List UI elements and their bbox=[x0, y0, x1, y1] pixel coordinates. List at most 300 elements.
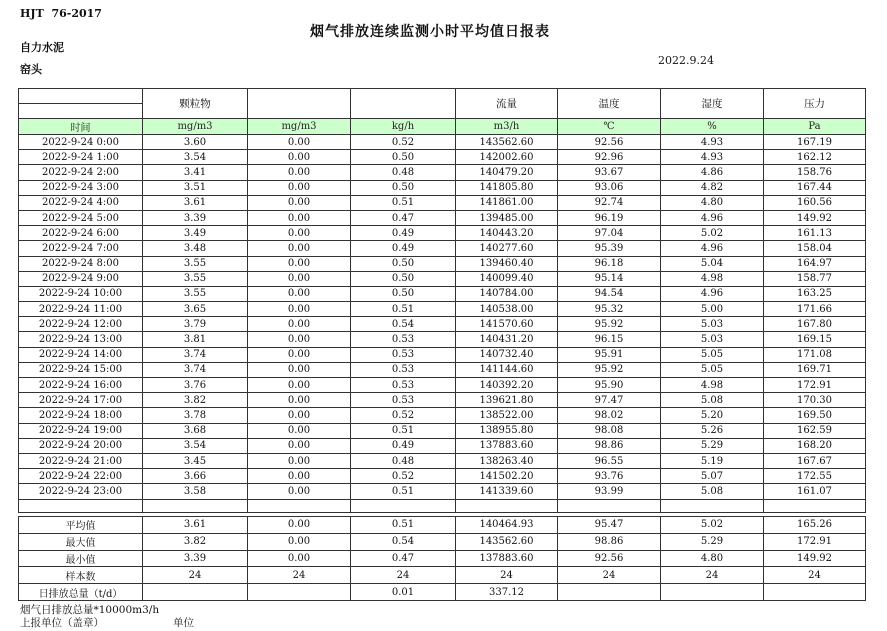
report-unit-label: 上报单位（盖章） bbox=[20, 617, 104, 629]
value-cell: 0.00 bbox=[248, 550, 351, 567]
value-cell: 0.53 bbox=[351, 378, 456, 393]
table-row bbox=[19, 469, 866, 484]
value-cell: 92.74 bbox=[558, 195, 661, 210]
value-cell: 143562.60 bbox=[456, 135, 558, 150]
value-cell: 24 bbox=[143, 567, 248, 584]
header-flow: 流量 bbox=[456, 89, 558, 119]
header-blank-cell bbox=[19, 89, 143, 104]
value-cell: 4.82 bbox=[661, 180, 764, 195]
value-cell: 164.97 bbox=[764, 256, 866, 271]
value-cell: 4.86 bbox=[661, 165, 764, 180]
value-cell: 149.92 bbox=[764, 210, 866, 225]
header-blank-cell bbox=[19, 104, 143, 119]
header-blank-cell bbox=[248, 89, 351, 119]
value-cell: 24 bbox=[558, 567, 661, 584]
value-cell: 162.12 bbox=[764, 150, 866, 165]
header-group-row bbox=[19, 89, 866, 104]
value-cell: 0.51 bbox=[351, 423, 456, 438]
value-cell: 0.54 bbox=[351, 317, 456, 332]
value-cell: 139485.00 bbox=[456, 210, 558, 225]
value-cell: 3.74 bbox=[143, 362, 248, 377]
value-cell: 3.61 bbox=[143, 517, 248, 534]
value-cell: 0.00 bbox=[248, 517, 351, 534]
value-cell: 3.82 bbox=[143, 393, 248, 408]
row-label-cell: 2022-9-24 7:00 bbox=[19, 241, 143, 256]
value-cell: 149.92 bbox=[764, 550, 866, 567]
value-cell: 3.58 bbox=[143, 484, 248, 499]
table-row bbox=[19, 378, 866, 393]
value-cell: 96.18 bbox=[558, 256, 661, 271]
value-cell: 3.49 bbox=[143, 226, 248, 241]
value-cell: 169.50 bbox=[764, 408, 866, 423]
value-cell: 3.61 bbox=[143, 195, 248, 210]
value-cell: 0.52 bbox=[351, 408, 456, 423]
value-cell: 5.29 bbox=[661, 438, 764, 453]
table-row bbox=[19, 393, 866, 408]
row-label-cell: 2022-9-24 21:00 bbox=[19, 453, 143, 468]
value-cell: 92.96 bbox=[558, 150, 661, 165]
value-cell: 3.68 bbox=[143, 423, 248, 438]
row-label-cell: 2022-9-24 6:00 bbox=[19, 226, 143, 241]
value-cell: 141570.60 bbox=[456, 317, 558, 332]
value-cell: 4.96 bbox=[661, 210, 764, 225]
value-cell: 0.00 bbox=[248, 256, 351, 271]
value-cell: 169.15 bbox=[764, 332, 866, 347]
value-cell: 0.00 bbox=[248, 332, 351, 347]
value-cell: 5.04 bbox=[661, 256, 764, 271]
value-cell: 3.82 bbox=[143, 533, 248, 550]
table-row bbox=[19, 423, 866, 438]
value-cell: 0.54 bbox=[351, 533, 456, 550]
value-cell: 140277.60 bbox=[456, 241, 558, 256]
value-cell: 98.08 bbox=[558, 423, 661, 438]
value-cell: 142002.60 bbox=[456, 150, 558, 165]
empty-cell bbox=[351, 499, 456, 512]
value-cell: 0.00 bbox=[248, 362, 351, 377]
value-cell: 0.00 bbox=[248, 135, 351, 150]
value-cell: 5.08 bbox=[661, 393, 764, 408]
value-cell: 138522.00 bbox=[456, 408, 558, 423]
value-cell: 95.39 bbox=[558, 241, 661, 256]
value-cell: 5.03 bbox=[661, 317, 764, 332]
value-cell: 3.60 bbox=[143, 135, 248, 150]
summary-rows bbox=[19, 517, 866, 601]
value-cell: 3.51 bbox=[143, 180, 248, 195]
company-name: 自力水泥 bbox=[20, 41, 64, 54]
value-cell: 167.19 bbox=[764, 135, 866, 150]
value-cell: 0.00 bbox=[248, 286, 351, 301]
value-cell: 0.50 bbox=[351, 271, 456, 286]
value-cell: 0.50 bbox=[351, 256, 456, 271]
value-cell: 95.14 bbox=[558, 271, 661, 286]
value-cell: 5.29 bbox=[661, 533, 764, 550]
summary-table bbox=[18, 516, 866, 601]
value-cell: 97.04 bbox=[558, 226, 661, 241]
value-cell: 0.49 bbox=[351, 438, 456, 453]
value-cell: 0.00 bbox=[248, 226, 351, 241]
value-cell: 3.78 bbox=[143, 408, 248, 423]
value-cell: 24 bbox=[661, 567, 764, 584]
value-cell: 4.80 bbox=[661, 550, 764, 567]
value-cell: 3.41 bbox=[143, 165, 248, 180]
empty-cell bbox=[143, 499, 248, 512]
value-cell: 5.26 bbox=[661, 423, 764, 438]
value-cell: 0.00 bbox=[248, 317, 351, 332]
value-cell: 3.55 bbox=[143, 271, 248, 286]
value-cell: 98.86 bbox=[558, 438, 661, 453]
value-cell: 140431.20 bbox=[456, 332, 558, 347]
value-cell: 3.79 bbox=[143, 317, 248, 332]
value-cell: 3.81 bbox=[143, 332, 248, 347]
value-cell: 161.13 bbox=[764, 226, 866, 241]
value-cell: 93.76 bbox=[558, 469, 661, 484]
unit-label: 单位 bbox=[173, 617, 194, 629]
table-row bbox=[19, 195, 866, 210]
value-cell: 0.48 bbox=[351, 453, 456, 468]
unit-mgm3: mg/m3 bbox=[143, 119, 248, 135]
value-cell: 139460.40 bbox=[456, 256, 558, 271]
value-cell: 0.49 bbox=[351, 241, 456, 256]
value-cell: 0.00 bbox=[248, 423, 351, 438]
value-cell: 95.90 bbox=[558, 378, 661, 393]
value-cell: 4.96 bbox=[661, 286, 764, 301]
value-cell: 169.71 bbox=[764, 362, 866, 377]
value-cell: 140479.20 bbox=[456, 165, 558, 180]
value-cell: 0.47 bbox=[351, 210, 456, 225]
row-label-cell: 2022-9-24 4:00 bbox=[19, 195, 143, 210]
table-row bbox=[19, 271, 866, 286]
value-cell: 0.50 bbox=[351, 150, 456, 165]
value-cell: 3.48 bbox=[143, 241, 248, 256]
row-label-cell: 2022-9-24 17:00 bbox=[19, 393, 143, 408]
value-cell: 161.07 bbox=[764, 484, 866, 499]
unit-celsius: ℃ bbox=[558, 119, 661, 135]
header-humidity: 湿度 bbox=[661, 89, 764, 119]
table-row bbox=[19, 165, 866, 180]
value-cell: 24 bbox=[456, 567, 558, 584]
row-label-cell: 2022-9-24 9:00 bbox=[19, 271, 143, 286]
row-label-cell: 2022-9-24 2:00 bbox=[19, 165, 143, 180]
value-cell: 0.50 bbox=[351, 180, 456, 195]
row-label-cell: 2022-9-24 19:00 bbox=[19, 423, 143, 438]
value-cell: 0.52 bbox=[351, 469, 456, 484]
value-cell: 93.99 bbox=[558, 484, 661, 499]
value-cell: 5.02 bbox=[661, 226, 764, 241]
summary-row bbox=[19, 517, 866, 534]
value-cell: 0.00 bbox=[248, 210, 351, 225]
value-cell: 3.55 bbox=[143, 286, 248, 301]
empty-cell bbox=[764, 499, 866, 512]
value-cell: 3.39 bbox=[143, 210, 248, 225]
unit-mgm3: mg/m3 bbox=[248, 119, 351, 135]
value-cell: 0.00 bbox=[248, 393, 351, 408]
table-row bbox=[19, 135, 866, 150]
value-cell: 0.00 bbox=[248, 469, 351, 484]
header-particulate: 颗粒物 bbox=[143, 89, 248, 119]
value-cell: 93.67 bbox=[558, 165, 661, 180]
value-cell: 4.98 bbox=[661, 271, 764, 286]
value-cell: 168.20 bbox=[764, 438, 866, 453]
footer-note: 烟气日排放总量*10000m3/h bbox=[20, 604, 160, 616]
table-row bbox=[19, 453, 866, 468]
value-cell: 3.45 bbox=[143, 453, 248, 468]
table-row bbox=[19, 408, 866, 423]
value-cell: 172.91 bbox=[764, 378, 866, 393]
value-cell: 4.80 bbox=[661, 195, 764, 210]
value-cell: 137883.60 bbox=[456, 550, 558, 567]
value-cell: 3.65 bbox=[143, 302, 248, 317]
value-cell: 3.54 bbox=[143, 438, 248, 453]
unit-row bbox=[19, 119, 866, 135]
value-cell: 24 bbox=[764, 567, 866, 584]
value-cell: 141502.20 bbox=[456, 469, 558, 484]
value-cell: 92.56 bbox=[558, 135, 661, 150]
value-cell: 3.54 bbox=[143, 150, 248, 165]
value-cell: 141144.60 bbox=[456, 362, 558, 377]
value-cell: 94.54 bbox=[558, 286, 661, 301]
table-row bbox=[19, 317, 866, 332]
table-row bbox=[19, 286, 866, 301]
value-cell: 137883.60 bbox=[456, 438, 558, 453]
value-cell: 140732.40 bbox=[456, 347, 558, 362]
table-row bbox=[19, 332, 866, 347]
value-cell: 0.00 bbox=[248, 378, 351, 393]
value-cell: 24 bbox=[248, 567, 351, 584]
value-cell: 0.51 bbox=[351, 517, 456, 534]
empty-cell bbox=[661, 499, 764, 512]
value-cell: 0.47 bbox=[351, 550, 456, 567]
row-label-cell: 最大值 bbox=[19, 533, 143, 550]
value-cell: 141861.00 bbox=[456, 195, 558, 210]
value-cell: 0.53 bbox=[351, 393, 456, 408]
row-label-cell: 2022-9-24 0:00 bbox=[19, 135, 143, 150]
empty-cell bbox=[456, 499, 558, 512]
row-label-cell: 2022-9-24 3:00 bbox=[19, 180, 143, 195]
row-label-cell: 2022-9-24 23:00 bbox=[19, 484, 143, 499]
value-cell: 170.30 bbox=[764, 393, 866, 408]
value-cell: 0.00 bbox=[248, 271, 351, 286]
value-cell: 5.05 bbox=[661, 347, 764, 362]
value-cell: 138955.80 bbox=[456, 423, 558, 438]
value-cell: 5.08 bbox=[661, 484, 764, 499]
value-cell: 140538.00 bbox=[456, 302, 558, 317]
table-row bbox=[19, 150, 866, 165]
value-cell: 0.53 bbox=[351, 362, 456, 377]
value-cell: 4.96 bbox=[661, 241, 764, 256]
value-cell: 3.55 bbox=[143, 256, 248, 271]
table-row bbox=[19, 256, 866, 271]
value-cell: 143562.60 bbox=[456, 533, 558, 550]
doc-code: HJT 76-2017 bbox=[20, 7, 102, 20]
empty-cell bbox=[558, 499, 661, 512]
value-cell: 141805.80 bbox=[456, 180, 558, 195]
value-cell: 140443.20 bbox=[456, 226, 558, 241]
row-label-cell: 2022-9-24 16:00 bbox=[19, 378, 143, 393]
value-cell: 140464.93 bbox=[456, 517, 558, 534]
value-cell: 96.55 bbox=[558, 453, 661, 468]
summary-row bbox=[19, 584, 866, 601]
table-row bbox=[19, 241, 866, 256]
page-title: 烟气排放连续监测小时平均值日报表 bbox=[310, 24, 550, 40]
time-header: 时间 bbox=[19, 119, 143, 135]
value-cell: 172.55 bbox=[764, 469, 866, 484]
header-temperature: 温度 bbox=[558, 89, 661, 119]
row-label-cell: 最小值 bbox=[19, 550, 143, 567]
value-cell bbox=[248, 584, 351, 601]
row-label-cell: 2022-9-24 18:00 bbox=[19, 408, 143, 423]
value-cell: 0.00 bbox=[248, 241, 351, 256]
unit-pa: Pa bbox=[764, 119, 866, 135]
value-cell bbox=[143, 584, 248, 601]
value-cell: 0.51 bbox=[351, 195, 456, 210]
value-cell: 162.59 bbox=[764, 423, 866, 438]
value-cell: 0.49 bbox=[351, 226, 456, 241]
value-cell: 0.00 bbox=[248, 180, 351, 195]
table-row bbox=[19, 347, 866, 362]
row-label-cell: 2022-9-24 22:00 bbox=[19, 469, 143, 484]
row-label-cell: 2022-9-24 15:00 bbox=[19, 362, 143, 377]
value-cell: 98.86 bbox=[558, 533, 661, 550]
value-cell: 0.53 bbox=[351, 332, 456, 347]
summary-row bbox=[19, 533, 866, 550]
value-cell: 167.67 bbox=[764, 453, 866, 468]
table-row bbox=[19, 362, 866, 377]
row-label-cell: 日排放总量（t/d） bbox=[19, 584, 143, 601]
value-cell: 96.19 bbox=[558, 210, 661, 225]
row-label-cell: 2022-9-24 14:00 bbox=[19, 347, 143, 362]
value-cell: 0.00 bbox=[248, 453, 351, 468]
value-cell: 167.80 bbox=[764, 317, 866, 332]
value-cell: 0.51 bbox=[351, 302, 456, 317]
hourly-report-table bbox=[18, 88, 866, 513]
value-cell: 163.25 bbox=[764, 286, 866, 301]
value-cell: 96.15 bbox=[558, 332, 661, 347]
value-cell: 4.93 bbox=[661, 150, 764, 165]
value-cell: 4.93 bbox=[661, 135, 764, 150]
value-cell: 0.01 bbox=[351, 584, 456, 601]
value-cell: 3.74 bbox=[143, 347, 248, 362]
value-cell: 0.00 bbox=[248, 438, 351, 453]
value-cell: 158.76 bbox=[764, 165, 866, 180]
value-cell: 0.00 bbox=[248, 408, 351, 423]
header-blank-cell bbox=[351, 89, 456, 119]
value-cell: 5.05 bbox=[661, 362, 764, 377]
value-cell: 97.47 bbox=[558, 393, 661, 408]
table-row bbox=[19, 438, 866, 453]
summary-row bbox=[19, 550, 866, 567]
row-label-cell: 2022-9-24 13:00 bbox=[19, 332, 143, 347]
value-cell: 0.52 bbox=[351, 135, 456, 150]
row-label-cell: 2022-9-24 12:00 bbox=[19, 317, 143, 332]
value-cell: 92.56 bbox=[558, 550, 661, 567]
value-cell: 0.00 bbox=[248, 484, 351, 499]
value-cell: 98.02 bbox=[558, 408, 661, 423]
value-cell: 0.53 bbox=[351, 347, 456, 362]
value-cell: 337.12 bbox=[456, 584, 558, 601]
spacer-row bbox=[19, 499, 866, 512]
table-row bbox=[19, 226, 866, 241]
value-cell: 0.00 bbox=[248, 347, 351, 362]
value-cell: 0.48 bbox=[351, 165, 456, 180]
value-cell: 3.76 bbox=[143, 378, 248, 393]
value-cell: 140099.40 bbox=[456, 271, 558, 286]
row-label-cell: 2022-9-24 20:00 bbox=[19, 438, 143, 453]
value-cell: 160.56 bbox=[764, 195, 866, 210]
empty-cell bbox=[248, 499, 351, 512]
value-cell: 5.02 bbox=[661, 517, 764, 534]
empty-cell bbox=[19, 499, 143, 512]
value-cell: 5.07 bbox=[661, 469, 764, 484]
value-cell: 95.92 bbox=[558, 362, 661, 377]
value-cell: 0.00 bbox=[248, 302, 351, 317]
summary-row bbox=[19, 567, 866, 584]
value-cell bbox=[764, 584, 866, 601]
data-rows bbox=[19, 135, 866, 500]
value-cell: 0.51 bbox=[351, 484, 456, 499]
value-cell: 95.47 bbox=[558, 517, 661, 534]
value-cell bbox=[661, 584, 764, 601]
row-label-cell: 2022-9-24 5:00 bbox=[19, 210, 143, 225]
unit-m3h: m3/h bbox=[456, 119, 558, 135]
value-cell: 140392.20 bbox=[456, 378, 558, 393]
value-cell: 4.98 bbox=[661, 378, 764, 393]
value-cell: 138263.40 bbox=[456, 453, 558, 468]
value-cell: 95.32 bbox=[558, 302, 661, 317]
value-cell: 0.00 bbox=[248, 195, 351, 210]
table-row bbox=[19, 302, 866, 317]
value-cell: 5.00 bbox=[661, 302, 764, 317]
value-cell: 167.44 bbox=[764, 180, 866, 195]
row-label-cell: 2022-9-24 1:00 bbox=[19, 150, 143, 165]
value-cell: 158.04 bbox=[764, 241, 866, 256]
table-row bbox=[19, 210, 866, 225]
row-label-cell: 2022-9-24 10:00 bbox=[19, 286, 143, 301]
value-cell: 171.66 bbox=[764, 302, 866, 317]
header-pressure: 压力 bbox=[764, 89, 866, 119]
value-cell: 0.50 bbox=[351, 286, 456, 301]
value-cell: 0.00 bbox=[248, 150, 351, 165]
value-cell: 158.77 bbox=[764, 271, 866, 286]
value-cell: 0.00 bbox=[248, 165, 351, 180]
value-cell: 141339.60 bbox=[456, 484, 558, 499]
value-cell: 95.92 bbox=[558, 317, 661, 332]
value-cell: 172.91 bbox=[764, 533, 866, 550]
value-cell: 24 bbox=[351, 567, 456, 584]
value-cell: 140784.00 bbox=[456, 286, 558, 301]
report-date: 2022.9.24 bbox=[658, 54, 714, 67]
row-label-cell: 2022-9-24 8:00 bbox=[19, 256, 143, 271]
table-row bbox=[19, 484, 866, 499]
value-cell: 5.03 bbox=[661, 332, 764, 347]
value-cell: 0.00 bbox=[248, 533, 351, 550]
station-name: 窑头 bbox=[20, 63, 42, 76]
row-label-cell: 平均值 bbox=[19, 517, 143, 534]
value-cell: 139621.80 bbox=[456, 393, 558, 408]
row-label-cell: 样本数 bbox=[19, 567, 143, 584]
value-cell bbox=[558, 584, 661, 601]
value-cell: 5.20 bbox=[661, 408, 764, 423]
value-cell: 93.06 bbox=[558, 180, 661, 195]
value-cell: 95.91 bbox=[558, 347, 661, 362]
value-cell: 5.19 bbox=[661, 453, 764, 468]
unit-percent: % bbox=[661, 119, 764, 135]
value-cell: 171.08 bbox=[764, 347, 866, 362]
table-row bbox=[19, 180, 866, 195]
value-cell: 165.26 bbox=[764, 517, 866, 534]
unit-kgh: kg/h bbox=[351, 119, 456, 135]
value-cell: 3.66 bbox=[143, 469, 248, 484]
footer-line2 bbox=[0, 615, 887, 629]
